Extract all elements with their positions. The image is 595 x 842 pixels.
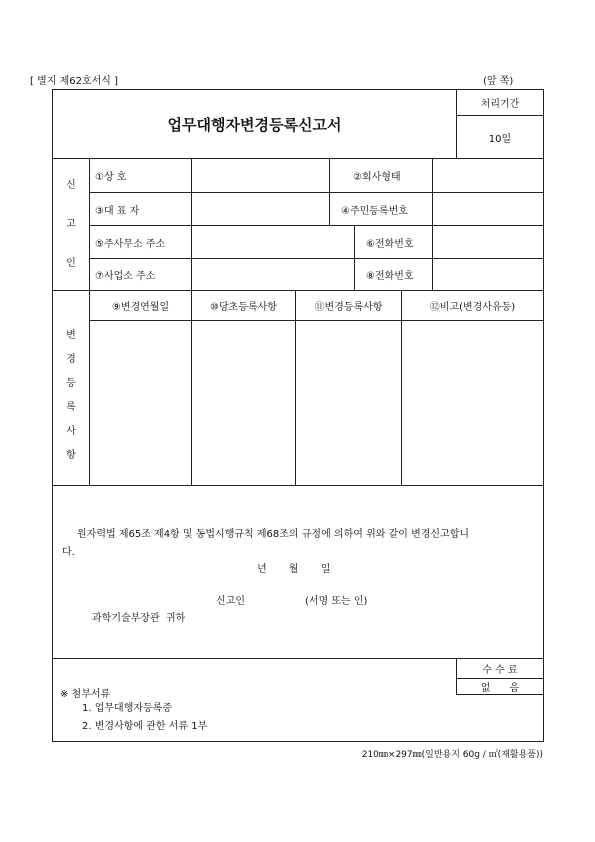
statement-line-1: 원자력법 제65조 제4항 및 동법시행규칙 제68조의 규정에 의하여 위와 같이 변경신고합니	[77, 529, 470, 540]
remarks-cell[interactable]	[402, 321, 543, 485]
processing-period-value: 10일	[488, 133, 512, 145]
signer-label: 신고인	[216, 596, 245, 607]
business-office-address-field[interactable]	[192, 259, 354, 290]
declarant-char: 인	[66, 258, 76, 269]
attachment-item-2: 2. 변경사항에 관한 서류 1부	[82, 721, 208, 732]
business-office-address-label: ⑦사업소 주소	[95, 271, 156, 282]
resident-number-field[interactable]	[433, 193, 543, 225]
statement-line-2: 다.	[62, 547, 75, 558]
main-office-address-field[interactable]	[192, 226, 354, 258]
signature-hint[interactable]: (서명 또는 인)	[305, 596, 368, 607]
declarant-char: 신	[66, 180, 76, 191]
recipient: 과학기술부장관 귀하	[92, 613, 186, 624]
changes-section-label	[53, 326, 89, 461]
attachment-item-1: 1. 업무대행자등록증	[82, 703, 172, 714]
changed-registration-cell[interactable]	[296, 321, 401, 485]
trade-name-label: ①상 호	[95, 172, 127, 183]
statement-date: 년 월 일	[257, 564, 331, 575]
fee-label: 수 수 료	[482, 665, 518, 676]
change-date-cell[interactable]	[90, 321, 191, 485]
processing-period-label: 처리기간	[480, 99, 520, 110]
changes-char: 항	[66, 450, 76, 461]
page-side-label: (앞 쪽)	[483, 76, 514, 87]
phone-label-2: ⑧전화번호	[366, 271, 414, 282]
attachments-title: ※ 첨부서류	[60, 689, 111, 700]
change-date-header: ⑨변경연월일	[111, 302, 170, 313]
remarks-header: ⑫비고(변경사유등)	[429, 302, 516, 313]
form-title: 업무대행자변경등록신고서	[167, 115, 342, 134]
declarant-section-label	[53, 176, 89, 269]
changes-char: 록	[66, 402, 76, 413]
declarant-char: 고	[66, 219, 76, 230]
fee-value: 없 음	[480, 683, 520, 694]
resident-number-label: ④주민등록번호	[341, 205, 408, 217]
changes-char: 경	[66, 354, 76, 365]
phone-field-2[interactable]	[433, 259, 543, 290]
main-office-address-label: ⑤주사무소 주소	[95, 238, 166, 250]
company-type-field[interactable]	[433, 159, 543, 192]
original-registration-header: ⑩당초등록사항	[210, 302, 277, 313]
phone-field-1[interactable]	[433, 226, 543, 258]
form-number: [ 별지 제62호서식 ]	[30, 76, 119, 87]
phone-label-1: ⑥전화번호	[366, 238, 414, 250]
representative-label: ③대 표 자	[95, 205, 140, 217]
changed-registration-header: ⑪변경등록사항	[314, 302, 383, 313]
representative-field[interactable]	[192, 193, 329, 225]
changes-char: 등	[66, 378, 76, 389]
paper-spec-footer: 210㎜×297㎜(일반용지 60g / ㎡(재활용품))	[361, 750, 543, 760]
changes-char: 변	[66, 330, 76, 341]
company-type-label: ②회사형태	[353, 172, 401, 183]
changes-char: 사	[66, 426, 76, 437]
trade-name-field[interactable]	[192, 159, 329, 192]
original-registration-cell[interactable]	[192, 321, 295, 485]
